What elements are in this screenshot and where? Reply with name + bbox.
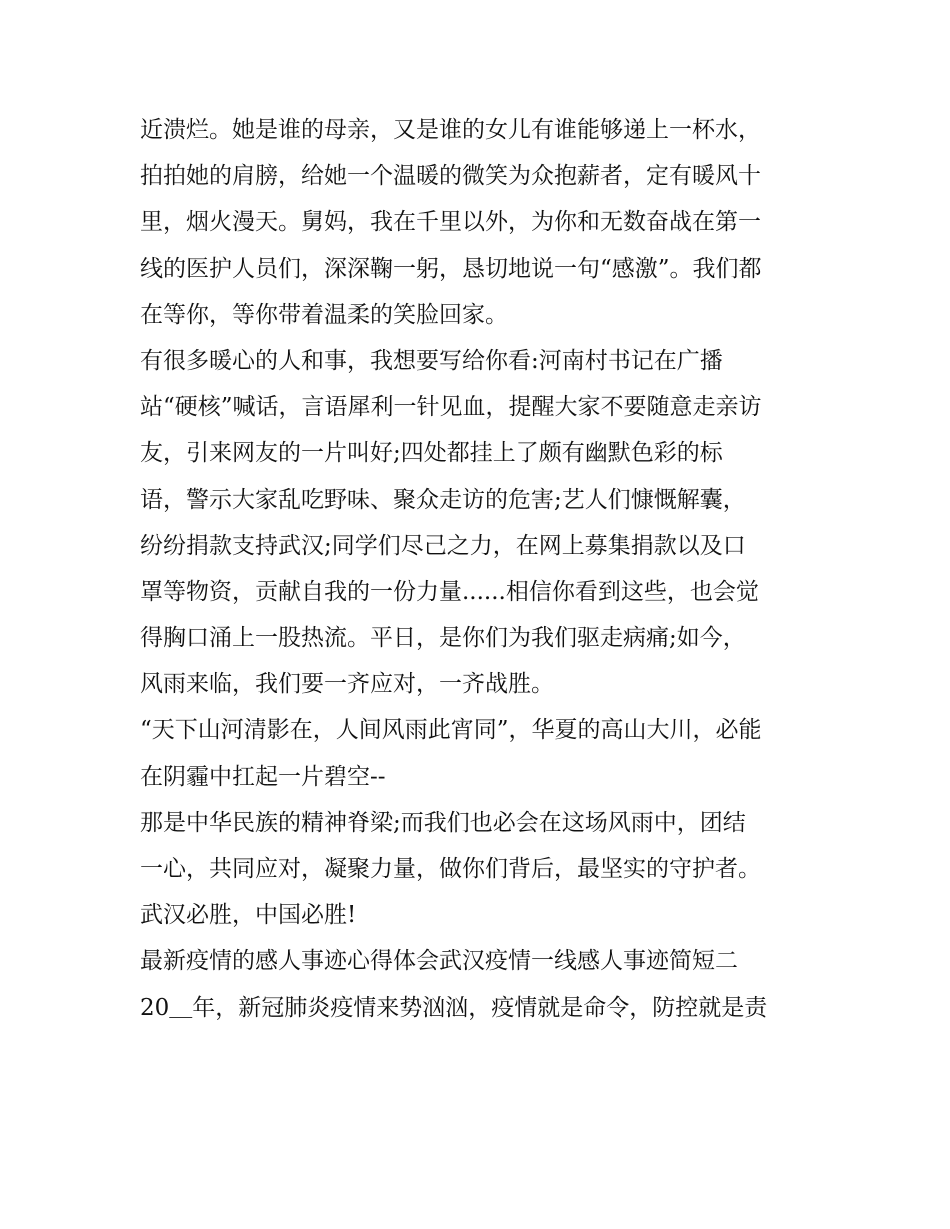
text-line: 得胸口涌上一股热流。平日，是你们为我们驱走病痛;如今，: [140, 625, 746, 652]
text-line: 最新疫情的感人事迹心得体会武汉疫情一线感人事迹简短二: [140, 948, 738, 975]
text-line: 纷纷捐款支持武汉;同学们尽己之力，在网上募集捐款以及口: [140, 532, 746, 559]
text-line: 那是中华民族的精神脊梁;而我们也必会在这场风雨中，团结: [140, 809, 746, 836]
text-line: 20＿年，新冠肺炎疫情来势汹汹，疫情就是命令，防控就是责: [140, 994, 768, 1021]
text-line: 一心，共同应对，凝聚力量，做你们背后，最坚实的守护者。: [140, 856, 761, 882]
text-line: 语，警示大家乱吃野味、聚众走访的危害;艺人们慷慨解囊，: [140, 486, 746, 513]
text-line: “天下山河清影在，人间风雨此宵同”，华夏的高山大川，必能: [140, 717, 762, 744]
text-line: 里，烟火漫天。舅妈，我在千里以外，为你和无数奋战在第一: [140, 209, 761, 236]
text-line: 在阴霾中扛起一片碧空--: [140, 763, 386, 790]
text-line: 罩等物资，贡献自我的一份力量......相信你看到这些，也会觉: [140, 578, 759, 605]
text-line: 有很多暖心的人和事，我想要写给你看:河南村书记在广播: [140, 347, 723, 374]
text-line: 武汉必胜，中国必胜!: [140, 902, 357, 929]
text-line: 风雨来临，我们要一齐应对，一齐战胜。: [140, 671, 554, 698]
text-line: 友，引来网友的一片叫好;四处都挂上了颇有幽默色彩的标: [140, 440, 723, 467]
text-line: 近溃烂。她是谁的母亲，又是谁的女儿有谁能够递上一杯水，: [140, 117, 761, 143]
text-line: 站“硬核”喊话，言语犀利一针见血，提醒大家不要随意走亲访: [140, 394, 762, 421]
text-line: 拍拍她的肩膀，给她一个温暖的微笑为众抱薪者，定有暖风十: [140, 163, 761, 190]
document-body: [140, 107, 820, 1031]
text-line: 在等你，等你带着温柔的笑脸回家。: [140, 301, 508, 328]
text-line: 线的医护人员们，深深鞠一躬，恳切地说一句“感激”。我们都: [140, 255, 762, 282]
